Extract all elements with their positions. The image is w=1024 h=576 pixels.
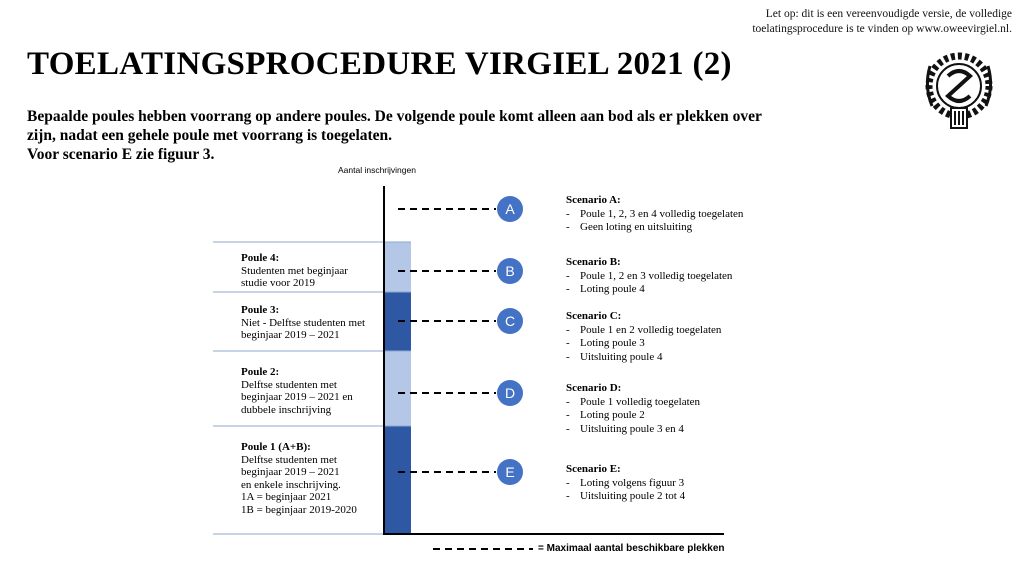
scenario-b-letter: B (505, 263, 515, 279)
scenario-item: - Loting poule 4 (566, 283, 806, 297)
scenario-item: - Loting poule 3 (566, 337, 806, 351)
scenario-d-letter: D (504, 385, 516, 401)
scenario-item: - Uitsluiting poule 4 (566, 351, 806, 365)
note-line-1: Let op: dit is een vereenvoudigde versie, de volledige (765, 8, 1012, 20)
scenario-b-text (566, 256, 806, 297)
poule-title: Poule 2: (241, 366, 280, 378)
poule-title: Poule 4: (241, 252, 280, 264)
scenario-item: - Uitsluiting poule 2 tot 4 (566, 490, 806, 504)
scenario-item: - Poule 1, 2, 3 en 4 volledig toegelaten (566, 208, 806, 222)
poule-title: Poule 1 (A+B): (241, 441, 311, 453)
scenario-e-text (566, 463, 806, 504)
scenario-title: Scenario D: (566, 382, 622, 394)
scenario-item: - Loting volgens figuur 3 (566, 477, 806, 491)
scenario-title: Scenario A: (566, 194, 621, 206)
scenario-item: - Poule 1, 2 en 3 volledig toegelaten (566, 270, 806, 284)
poule-1-bar (385, 426, 411, 534)
scenario-c-text (566, 310, 806, 364)
scenario-a-text (566, 194, 806, 235)
poule-4-label (241, 252, 381, 290)
scenario-d-text (566, 382, 806, 436)
scenario-e-letter: E (505, 464, 515, 480)
scenario-item: - Poule 1 en 2 volledig toegelaten (566, 324, 806, 338)
scenario-item: - Poule 1 volledig toegelaten (566, 396, 806, 410)
poule-description: Delftse studenten met beginjaar 2019 – 2021 en dubbele inschrijving (241, 378, 353, 416)
scenario-a-letter: A (505, 201, 515, 217)
poule-title: Poule 3: (241, 304, 280, 316)
note-line-2: toelatingsprocedure is te vinden op www.oweevirgiel.nl. (752, 23, 1012, 35)
scenario-item: - Loting poule 2 (566, 409, 806, 423)
legend-text: = Maximaal aantal beschikbare plekken (538, 543, 725, 554)
scenario-item: - Geen loting en uitsluiting (566, 221, 806, 235)
scenario-item: - Uitsluiting poule 3 en 4 (566, 423, 806, 437)
poule-3-label (241, 304, 381, 342)
poule-description: Delftse studenten met beginjaar 2019 – 2021 en enkele inschrijving. 1A = beginjaar 2021 1B = beginjaar 2019-2020 (241, 453, 357, 516)
page-title: TOELATINGSPROCEDURE VIRGIEL 2021 (2) (27, 46, 732, 82)
poule-1-label (241, 441, 381, 516)
intro-line-1: Bepaalde poules hebben voorrang op andere poules. De volgende poule komt alleen aan bod als er plekken over (27, 108, 762, 125)
intro-line-2: zijn, nadat een gehele poule met voorrang is toegelaten. (27, 127, 393, 144)
y-axis-label: Aantal inschrijvingen (338, 165, 416, 175)
intro-line-3: Voor scenario E zie figuur 3. (27, 146, 215, 163)
poule-4-bar (385, 242, 411, 292)
poule-description: Niet - Delftse studenten met beginjaar 2019 – 2021 (241, 316, 366, 341)
scenario-c-letter: C (504, 313, 516, 329)
poule-2-label (241, 366, 381, 416)
scenario-title: Scenario B: (566, 256, 621, 268)
scenario-title: Scenario C: (566, 310, 622, 322)
scenario-title: Scenario E: (566, 463, 621, 475)
poule-description: Studenten met beginjaar studie voor 2019 (241, 264, 348, 289)
poule-2-bar (385, 351, 411, 426)
